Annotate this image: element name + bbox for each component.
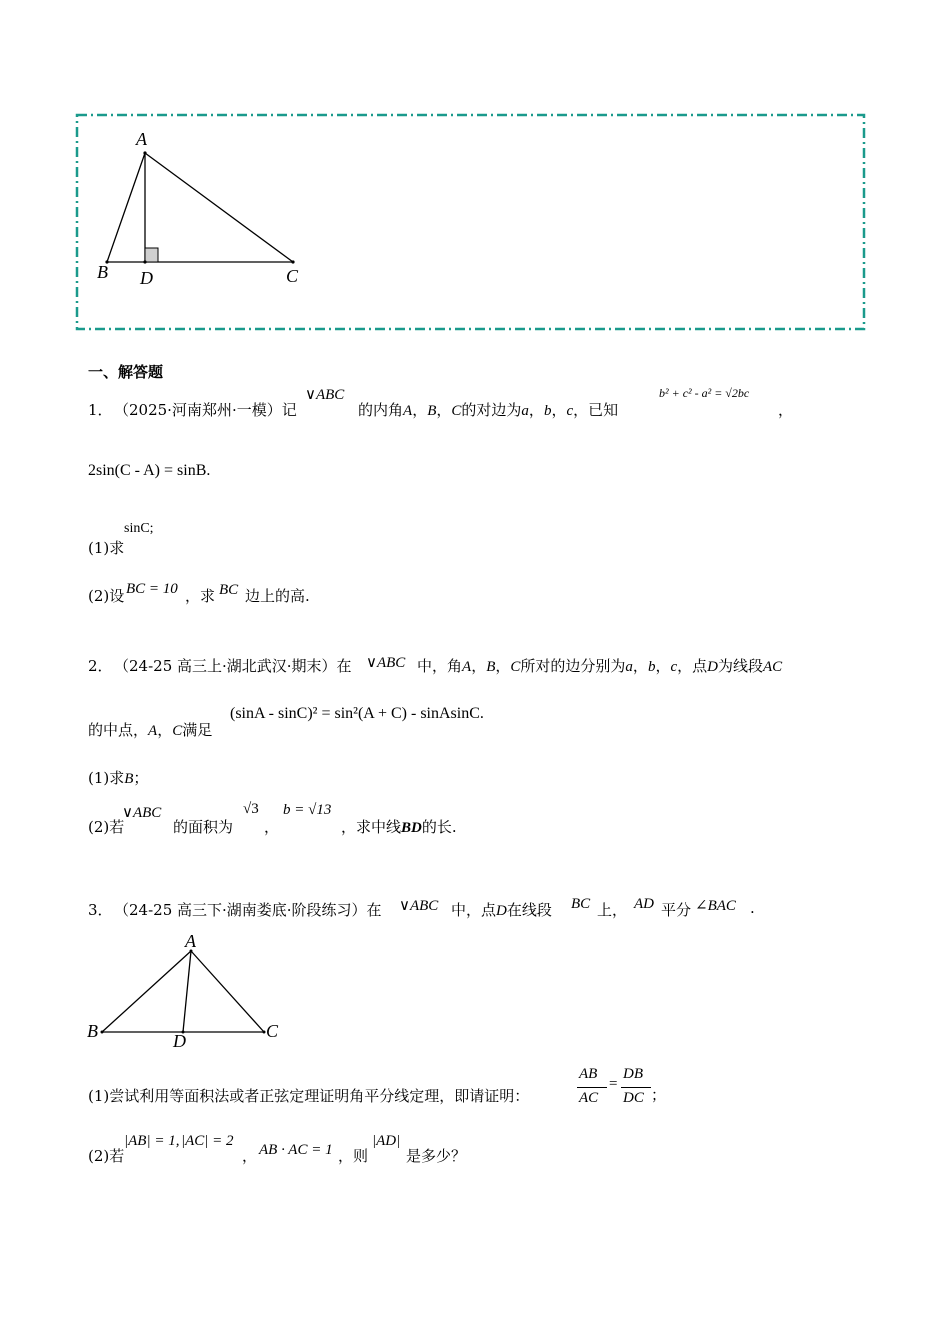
q2-part2-triangle: ∨ABC	[122, 805, 162, 821]
label-a: A	[185, 931, 196, 951]
q1-part2-bc: BC	[219, 582, 239, 598]
point-b	[101, 1031, 104, 1034]
q2-part2-text: 的面积为	[173, 818, 234, 836]
q3-then: ，则	[338, 1147, 369, 1165]
q2-area: √3	[243, 801, 259, 817]
frac2-bar	[621, 1087, 651, 1088]
q2-b-value: b = √13	[283, 802, 332, 818]
q2-line2: 的中点，A，C满足	[88, 721, 213, 739]
q2-triangle: ∨ABC	[366, 655, 406, 671]
frac2-num: DB	[623, 1066, 643, 1082]
q2-part1: (1)求B；	[88, 769, 149, 787]
label-c: C	[286, 266, 299, 286]
dashed-border	[77, 115, 864, 329]
frac2-den: DC	[623, 1090, 644, 1106]
q3-part2-prefix: (2)若	[88, 1147, 125, 1165]
q1-part2-end: 边上的高.	[245, 587, 310, 605]
segment-ab	[107, 153, 145, 262]
q1-equation-2: 2sin(C - A) = sinB.	[88, 462, 211, 479]
q1-text-1: 的内角A，B，C的对边为a，b，c，已知	[358, 401, 619, 419]
q3-source: （24-25 高三下·湖南娄底·阶段练习）在	[114, 901, 382, 919]
q3-dot-product: AB · AC = 1	[259, 1142, 333, 1158]
q3-bc: BC	[571, 896, 591, 912]
p1-end: ；	[651, 1086, 667, 1104]
label-b: B	[97, 262, 108, 282]
q3-abs-ab: |AB| = 1,	[124, 1133, 180, 1149]
q1-part2-mid: ，求	[185, 587, 216, 605]
segment-ab	[102, 951, 191, 1032]
q1-given-equation: b² + c² - a² = √2bc	[659, 386, 750, 400]
q2-part2-prefix: (2)若	[88, 818, 125, 836]
q1-part1-expr: sinC;	[124, 521, 154, 536]
q1-number: 1．	[88, 401, 113, 419]
point-d	[143, 260, 146, 263]
label-b: B	[87, 1021, 98, 1041]
frac1-num: AB	[579, 1066, 598, 1082]
segment-ac	[145, 153, 293, 262]
q1-comma: ，	[778, 401, 794, 419]
q2-text-1: 中，角A，B，C所对的边分别为a，b，c，点D为线段AC	[417, 657, 783, 675]
q3-comma: ，	[242, 1147, 258, 1165]
q2-number: 2．	[88, 657, 113, 675]
label-d: D	[173, 1031, 186, 1051]
q1-part1: (1)求	[88, 539, 125, 557]
q3-period: .	[750, 899, 755, 917]
segment-ad	[183, 951, 191, 1032]
label-a: A	[136, 129, 147, 149]
q3-text-2: 上，	[597, 901, 628, 919]
q2-comma: ，	[264, 818, 280, 836]
figure1-box	[0, 0, 950, 345]
q1-part2: (2)设	[88, 587, 125, 605]
q3-ad: AD	[634, 896, 654, 912]
label-d: D	[140, 268, 153, 288]
frac1-bar	[577, 1087, 607, 1088]
q3-fraction-equation	[575, 1066, 715, 1110]
q3-text-3: 平分	[661, 901, 692, 919]
q1-triangle: ∨ABC	[305, 387, 345, 403]
q1-part2-expr: BC = 10	[126, 581, 178, 597]
q3-triangle: ∨ABC	[399, 898, 439, 914]
point-a	[143, 151, 146, 154]
q3-text-1: 中，点D在线段	[451, 901, 552, 919]
right-angle-mark	[145, 248, 158, 262]
q3-number: 3．	[88, 901, 113, 919]
q2-part2-text2: ，求中线BD的长.	[341, 818, 457, 836]
q2-source: （24-25 高三上·湖北武汉·期末）在	[114, 657, 352, 675]
q3-abs-ad: |AD|	[372, 1133, 401, 1149]
figure3	[80, 925, 300, 1055]
q3-abs-ac: |AC| = 2	[181, 1133, 234, 1149]
q3-part1-text: (1)尝试利用等面积法或者正弦定理证明角平分线定理，即请证明：	[88, 1087, 530, 1105]
label-c: C	[266, 1021, 279, 1041]
section-title: 一、解答题	[88, 363, 164, 381]
point-c	[291, 260, 294, 263]
eq-sign: =	[609, 1076, 618, 1092]
q3-angle: ∠BAC	[695, 898, 736, 914]
frac1-den: AC	[579, 1090, 599, 1106]
q2-equation: (sinA - sinC)² = sin²(A + C) - sinAsinC.	[230, 705, 484, 722]
segment-ac	[191, 951, 264, 1032]
q3-end: 是多少？	[406, 1147, 467, 1165]
q1-source: （2025·河南郑州·一模）记	[114, 401, 297, 419]
